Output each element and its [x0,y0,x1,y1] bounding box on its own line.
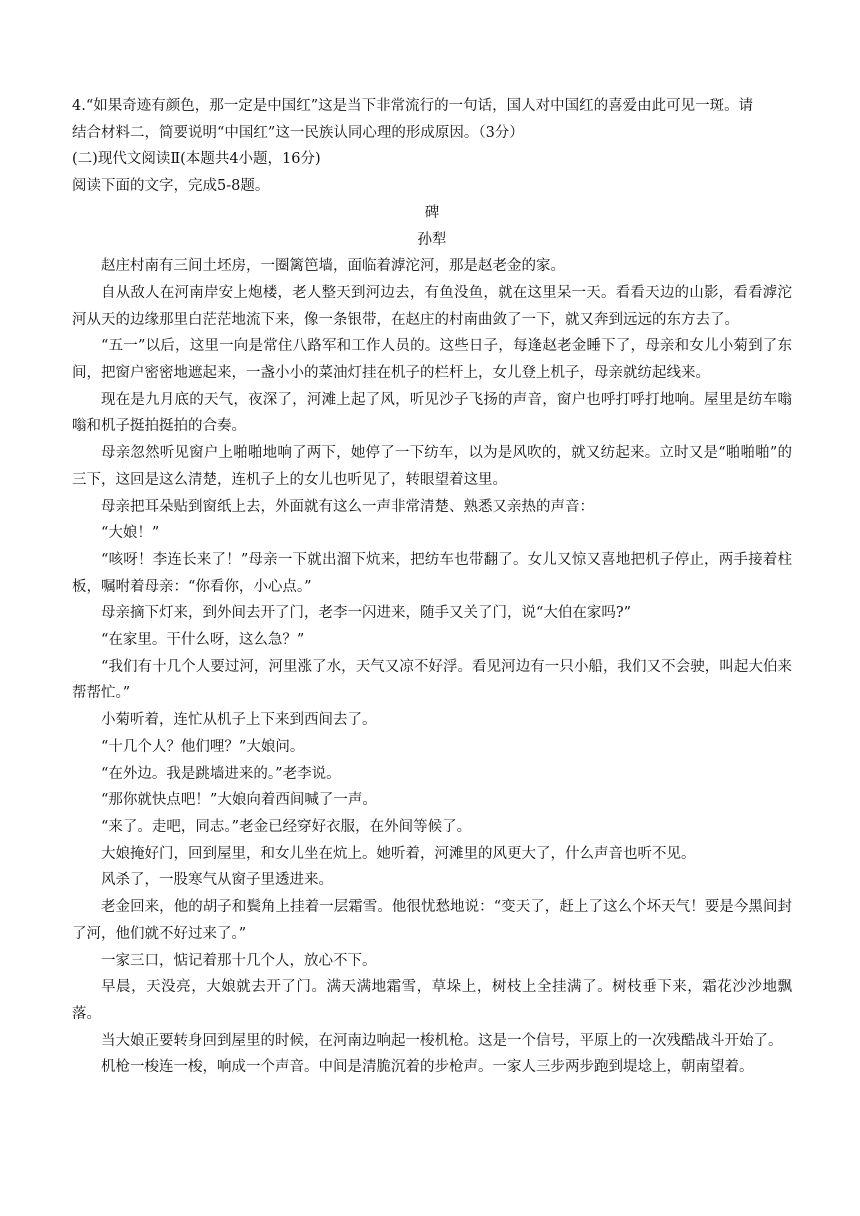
paragraph: 老金回来，他的胡子和鬓角上挂着一层霜雪。他很忧愁地说：“变天了，赶上了这么个坏天气！要是今黑间封了河，他们就不好过来了。” [72,899,792,942]
paragraph: “十几个人？他们哩？”大娘问。 [101,738,305,755]
reading-instruction: 阅读下面的文字，完成5-8题。 [72,178,270,195]
paragraph: 母亲摘下灯来，到外间去开了门，老李一闪进来，随手又关了门，说“大伯在家吗?” [101,605,632,622]
paragraph: 当大娘正要转身回到屋里的时候，在河南边响起一梭机枪。这是一个信号，平原上的一次残酷战斗开始了。 [101,1032,783,1049]
paragraph: 一家三口，惦记着那十几个人，放心不下。 [101,952,377,969]
document-page [72,93,792,1081]
paragraph: “在家里。干什么呀，这么急？” [101,632,305,649]
paragraph: 大娘掩好门，回到屋里，和女儿坐在炕上。她听着，河滩里的风更大了，什么声音也听不见。 [101,845,696,862]
paragraph: “我们有十几个人要过河，河里涨了水，天气又凉不好浮。看见河边有一只小船，我们又不会驶，叫起大伯来帮帮忙。” [72,658,792,702]
paragraph: “大娘！” [101,525,160,542]
paragraph: 赵庄村南有三间土坯房，一圈篱笆墙，面临着滹沱河，那是赵老金的家。 [101,258,565,275]
question-4-line-1: 4.“如果奇迹有颜色，那一定是中国红”这是当下非常流行的一句话，国人对中国红的喜爱由此可见一斑。请 [72,98,754,114]
paragraph: 小菊听着，连忙从机子上下来到西间去了。 [101,712,377,729]
paragraph: 早晨，天没亮，大娘就去开了门。满天满地霜雪，草垛上，树枝上全挂满了。树枝垂下来，霜花沙沙地飘落。 [72,979,792,1022]
paragraph: “那你就快点吧！”大娘向着西间喊了一声。 [101,792,377,809]
paragraph: “五一”以后，这里一向是常住八路军和工作人员的。这些日子，每逢赵老金睡下了，母亲和女儿小菊到了东间，把窗户密密地遮起来，一盏小小的菜油灯挂在机子的栏杆上，女儿登上机子，母亲就纺起线来。 [72,338,792,382]
paragraph: “咳呀！李连长来了！”母亲一下就出溜下炕来，把纺车也带翻了。女儿又惊又喜地把机子停止，两手接着柱板，嘱咐着母亲：“你看你，小心点。” [72,551,792,595]
paragraph: 现在是九月底的天气，夜深了，河滩上起了风，听见沙子飞扬的声音，窗户也呼打呼打地响。屋里是纺车嗡嗡和机子挺拍挺拍的合奏。 [72,391,792,435]
article-author: 孙犁 [417,231,447,248]
section-heading: (二)现代文阅读Ⅱ(本题共4小题，16分) [72,151,321,168]
paragraph: “来了。走吧，同志。”老金已经穿好衣服，在外间等候了。 [101,818,472,835]
paragraph: 风杀了，一股寒气从窗子里透进来。 [101,872,333,889]
paragraph: 机枪一梭连一梭，响成一个声音。中间是清脆沉着的步枪声。一家人三步两步跑到堤埝上，朝南望着。 [101,1059,754,1076]
paragraph: “在外边。我是跳墙进来的。”老李说。 [101,765,341,782]
paragraph: 母亲把耳朵贴到窗纸上去，外面就有这么一声非常清楚、熟悉又亲热的声音： [101,498,594,515]
article-title: 碑 [424,204,440,221]
paragraph: 母亲忽然听见窗户上啪啪地响了两下，她停了一下纺车，以为是风吹的，就又纺起来。立时又是“啪啪啪”的三下，这回是这么清楚，连机子上的女儿也听见了，转眼望着这里。 [72,445,792,488]
paragraph: 自从敌人在河南岸安上炮楼，老人整天到河边去，有鱼没鱼，就在这里呆一天。看看天边的山影，看看滹沱河从天的边缘那里白茫茫地流下来，像一条银带，在赵庄的村南曲敛了一下，就又奔到远远的东方去了。 [72,284,792,328]
question-4-line-2: 结合材料二，简要说明“中国红”这一民族认同心理的形成原因。（3分） [72,124,524,141]
